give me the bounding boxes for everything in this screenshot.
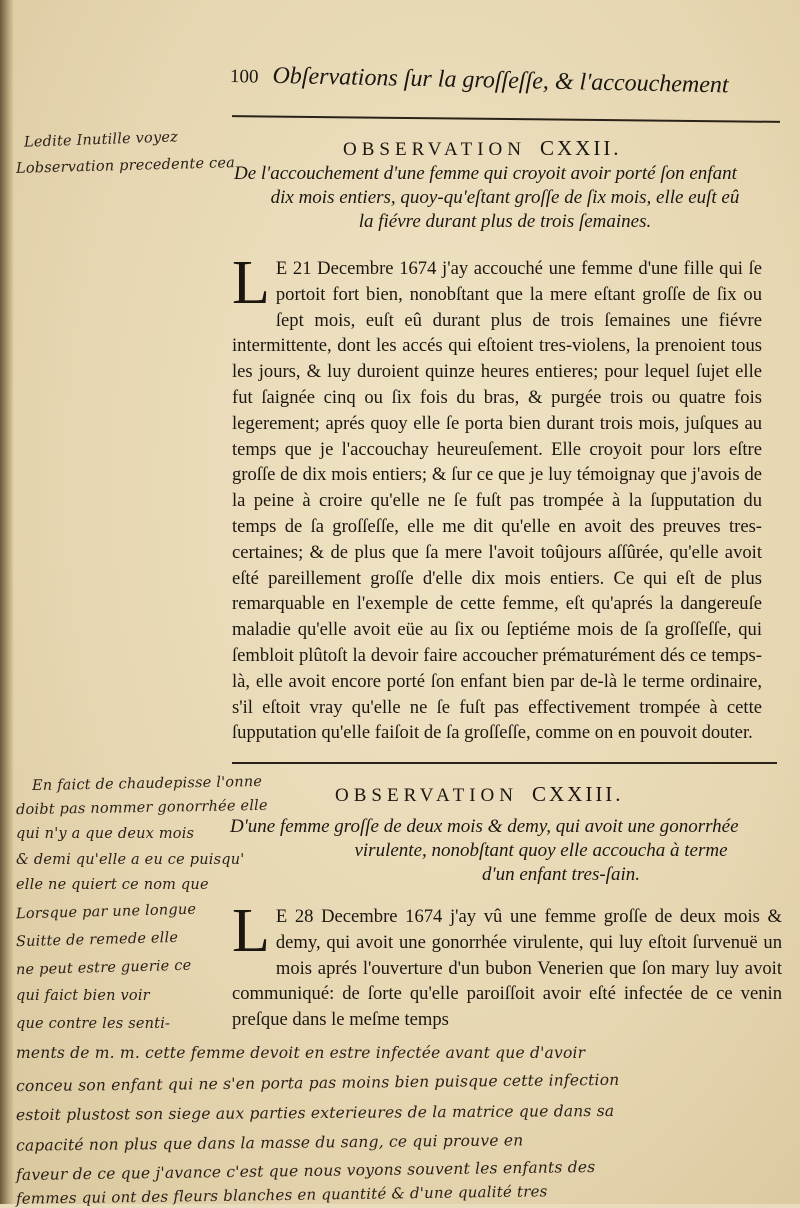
observation-122-title: OBSERVATION xyxy=(343,139,526,160)
page-number: 100 xyxy=(229,66,259,88)
handwritten-line: ne peut estre guerie ce xyxy=(15,957,192,979)
handwritten-line: conceu son enfant qui ne s'en porta pas moins bien puisque cette infection xyxy=(15,1070,620,1096)
handwritten-line: elle ne quiert ce nom que xyxy=(16,877,209,893)
observation-123-drop-cap: L xyxy=(232,897,270,965)
observation-123-text: E 28 Decembre 1674 j'ay vû une femme groſſe de deux mois & demy, qui avoit une gonorrhée virulente, qui luy eſtoit ſurvenuë un mois aprés l'ouverture d'un bubon Venerien que ſon mary luy avoit communiqué: de ſorte qu'elle paroiſſoit avoir eſté infectée de ce venin preſque dans le meſme temps xyxy=(232,906,782,1031)
handwritten-line: faveur de ce que j'avance c'est que nous voyons souvent les enfants des xyxy=(15,1157,596,1185)
observation-122-subtitle-line: dix mois entiers, quoy-qu'eſtant groſſe de ſix mois, elle euſt eû xyxy=(270,187,740,208)
observation-123-heading xyxy=(335,782,624,807)
observation-123-title: OBSERVATION xyxy=(335,785,518,806)
observation-122-subtitle-line: la fiévre durant plus de trois ſemaines. xyxy=(358,211,652,232)
handwritten-line: Lobservation precedente cea xyxy=(15,155,236,177)
handwritten-line: Ledite Inutille voyez xyxy=(23,129,179,151)
handwritten-line: & demi qu'elle a eu ce puisqu' xyxy=(16,852,245,868)
observation-122-drop-cap: L xyxy=(232,249,270,317)
observation-123-subtitle-line: d'un enfant tres-ſain. xyxy=(482,864,640,885)
handwritten-line: estoit plustost son siege aux parties exterieures de la matrice que dans sa xyxy=(15,1101,615,1125)
handwritten-line: Suitte de remede elle xyxy=(15,929,179,951)
handwritten-line: qui faict bien voir xyxy=(16,988,150,1004)
handwritten-line: En faict de chaudepisse l'onne xyxy=(31,773,263,795)
observation-122-subtitle-line: De l'accouchement d'une femme qui croyoit avoir porté ſon enfant xyxy=(234,163,737,184)
observation-122-subtitle xyxy=(222,162,788,234)
header-rule xyxy=(232,115,780,123)
observation-122-number: CXXII. xyxy=(539,136,622,160)
observation-122-heading xyxy=(343,136,622,161)
page-gutter-shadow xyxy=(0,0,14,1204)
observation-122-body xyxy=(232,249,762,746)
handwritten-line: femmes qui ont des fleurs blanches en quantité & d'une qualité tres xyxy=(15,1182,548,1208)
observation-123-subtitle-line: D'une femme groſſe de deux mois & demy, qui avoit une gonorrhée xyxy=(230,816,739,837)
observation-122-text: E 21 Decembre 1674 j'ay accouché une femme d'une fille qui ſe portoit fort bien, nonobſtant que la mere eſtant groſſe de ſix ou ſept mois, euſt eû durant plus de trois ſemaines une fiévre intermittente, dont les accés qui eſtoient tres-violens, la prenoient tous les jours, & luy duroient quinze heures entieres; pour lequel ſujet elle fut ſaignée cinq ou ſix fois du bras, & purgée trois ou quatre fois legerement; aprés quoy elle ſe porta bien durant trois mois, juſques au temps que je l'accouchay heureuſement. Elle croyoit pour lors eſtre groſſe de dix mois entiers; & ſur ce que je luy témoignay que j'avois de la peine à croire qu'elle ne ſe fuſt pas trompée à la ſupputation du temps de ſa groſſeſſe, elle me dit qu'elle en avoit des preuves tres-certaines; & de plus que ſa mere l'avoit toûjours aſſûrée, qu'elle avoit eſté pareillement groſſe d'elle dix mois entiers. Ce qui eſt de plus remarquable en l'exemple de cette femme, eſt qu'aprés la dangereuſe maladie qu'elle avoit eüe au ſix ou ſeptiéme mois de ſa groſſeſſe, qui ſembloit plûtoſt la devoir faire accoucher prématurément dés ce temps-là, elle avoit encore porté ſon enfant bien par de-là le terme ordinaire, s'il eſtoit vray qu'elle ne ſe fuſt pas effectivement trompée à cette ſupputation qu'elle faiſoit de ſa groſſeſſe, comme on en pouvoit douter. xyxy=(232,258,762,744)
handwritten-line: qui n'y a que deux mois xyxy=(16,826,195,842)
observation-123-number: CXXIII. xyxy=(531,782,624,806)
observation-123-subtitle-line: virulente, nonobſtant quoy elle accoucha à terme xyxy=(354,840,728,861)
handwritten-line: capacité non plus que dans la masse du sang, ce qui prouve en xyxy=(15,1131,524,1155)
handwritten-line: ments de m. m. cette femme devoit en estre infectée avant que d'avoir xyxy=(16,1044,586,1062)
handwritten-line: que contre les senti- xyxy=(16,1016,171,1032)
observation-123-subtitle xyxy=(226,815,786,887)
handwritten-line: Lorsque par une longue xyxy=(15,901,197,923)
handwritten-line: doibt pas nommer gonorrhée elle xyxy=(15,797,268,819)
observation-123-body xyxy=(232,897,782,1033)
running-head xyxy=(230,62,750,100)
running-title: Obſervations ſur la groſſeſſe, & l'accouchement xyxy=(272,62,729,99)
section-rule xyxy=(232,762,777,764)
